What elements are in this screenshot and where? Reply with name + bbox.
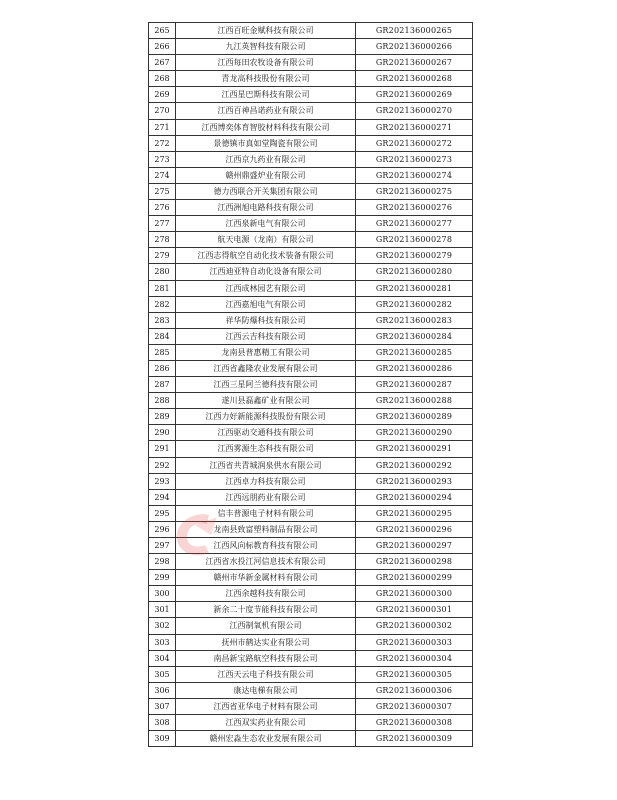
certificate-code: GR202136000301: [356, 602, 473, 618]
table-row: [149, 248, 473, 264]
row-number: 298: [149, 554, 176, 570]
row-number: 269: [149, 87, 176, 103]
row-number: 303: [149, 635, 176, 651]
table-row: [149, 232, 473, 248]
row-number: 278: [149, 232, 176, 248]
table-row: [149, 71, 473, 87]
table-row: [149, 184, 473, 200]
row-number: 280: [149, 264, 176, 280]
table-row: [149, 522, 473, 538]
certificate-code: GR202136000295: [356, 506, 473, 522]
company-name: 江西远朋药业有限公司: [176, 490, 356, 506]
table-row: [149, 651, 473, 667]
row-number: 295: [149, 506, 176, 522]
row-number: 302: [149, 618, 176, 634]
company-name: 江西百旺金赋科技有限公司: [176, 23, 356, 39]
certificate-code: GR202136000294: [356, 490, 473, 506]
row-number: 277: [149, 216, 176, 232]
table-row: [149, 200, 473, 216]
certificate-code: GR202136000277: [356, 216, 473, 232]
table-row: [149, 23, 473, 39]
row-number: 292: [149, 458, 176, 474]
company-name: 南昌新宝路航空科技有限公司: [176, 651, 356, 667]
company-name: 江西嘉旭电气有限公司: [176, 297, 356, 313]
company-name: 江西制氧机有限公司: [176, 618, 356, 634]
company-name: 江西省共青城润泉供水有限公司: [176, 458, 356, 474]
table-row: [149, 103, 473, 119]
company-name: 龙南县普惠精工有限公司: [176, 345, 356, 361]
company-name: 江西天云电子科技有限公司: [176, 667, 356, 683]
company-name: 江西每田农牧设备有限公司: [176, 55, 356, 71]
company-name: 江西雾源生态科技有限公司: [176, 441, 356, 457]
table-row: [149, 538, 473, 554]
row-number: 283: [149, 313, 176, 329]
row-number: 291: [149, 441, 176, 457]
company-name: 景德镇市真如堂陶瓷有限公司: [176, 136, 356, 152]
company-name: 航天电源（龙南）有限公司: [176, 232, 356, 248]
table-row: [149, 216, 473, 232]
company-name: 康达电梯有限公司: [176, 683, 356, 699]
row-number: 307: [149, 699, 176, 715]
row-number: 296: [149, 522, 176, 538]
company-name: 江西京九药业有限公司: [176, 152, 356, 168]
company-name: 江西卓力科技有限公司: [176, 474, 356, 490]
certificate-code: GR202136000309: [356, 731, 473, 747]
certificate-code: GR202136000303: [356, 635, 473, 651]
table-row: [149, 393, 473, 409]
certificate-code: GR202136000275: [356, 184, 473, 200]
certificate-code: GR202136000308: [356, 715, 473, 731]
certificate-code: GR202136000271: [356, 120, 473, 136]
company-name: 江西迪亚特自动化设备有限公司: [176, 264, 356, 280]
company-name: 江西泉新电气有限公司: [176, 216, 356, 232]
row-number: 274: [149, 168, 176, 184]
certificate-code: GR202136000287: [356, 377, 473, 393]
row-number: 293: [149, 474, 176, 490]
company-name: 江西省鑫隆农业发展有限公司: [176, 361, 356, 377]
certificate-code: GR202136000302: [356, 618, 473, 634]
row-number: 282: [149, 297, 176, 313]
company-name: 新余二十度节能科技有限公司: [176, 602, 356, 618]
row-number: 287: [149, 377, 176, 393]
certificate-code: GR202136000296: [356, 522, 473, 538]
certificate-code: GR202136000266: [356, 39, 473, 55]
table-row: [149, 329, 473, 345]
row-number: 309: [149, 731, 176, 747]
row-number: 290: [149, 425, 176, 441]
certificate-code: GR202136000270: [356, 103, 473, 119]
certificate-code: GR202136000267: [356, 55, 473, 71]
certificate-code: GR202136000291: [356, 441, 473, 457]
table-row: [149, 168, 473, 184]
table-row: [149, 345, 473, 361]
row-number: 265: [149, 23, 176, 39]
table-row: [149, 361, 473, 377]
company-name: 德力西联合开关集团有限公司: [176, 184, 356, 200]
row-number: 300: [149, 586, 176, 602]
table-row: [149, 699, 473, 715]
table-row: [149, 667, 473, 683]
company-name: 江西双实药业有限公司: [176, 715, 356, 731]
certificate-code: GR202136000292: [356, 458, 473, 474]
table-row: [149, 586, 473, 602]
company-name: 江西风向标教育科技有限公司: [176, 538, 356, 554]
table-row: [149, 313, 473, 329]
company-name: 信丰普源电子材料有限公司: [176, 506, 356, 522]
certificate-code: GR202136000279: [356, 248, 473, 264]
certificate-code: GR202136000298: [356, 554, 473, 570]
company-name: 遂川县磊鑫矿业有限公司: [176, 393, 356, 409]
company-name: 青龙高科技股份有限公司: [176, 71, 356, 87]
company-name: 江西洲旭电路科技有限公司: [176, 200, 356, 216]
row-number: 285: [149, 345, 176, 361]
company-name: 江西成林园艺有限公司: [176, 281, 356, 297]
table-row: [149, 120, 473, 136]
certificate-code: GR202136000300: [356, 586, 473, 602]
certificate-code: GR202136000285: [356, 345, 473, 361]
certificate-code: GR202136000274: [356, 168, 473, 184]
table-row: [149, 715, 473, 731]
table-row: [149, 602, 473, 618]
row-number: 270: [149, 103, 176, 119]
certificate-table: [148, 22, 473, 747]
row-number: 284: [149, 329, 176, 345]
table-row: [149, 635, 473, 651]
certificate-code: GR202136000297: [356, 538, 473, 554]
table-row: [149, 87, 473, 103]
company-name: 江西云吉科技有限公司: [176, 329, 356, 345]
company-name: 江西博奕体育智胶材料科技有限公司: [176, 120, 356, 136]
certificate-code: GR202136000265: [356, 23, 473, 39]
row-number: 289: [149, 409, 176, 425]
company-name: 赣州宏淼生态农业发展有限公司: [176, 731, 356, 747]
row-number: 276: [149, 200, 176, 216]
certificate-code: GR202136000305: [356, 667, 473, 683]
row-number: 308: [149, 715, 176, 731]
company-name: 江西驱动交通科技有限公司: [176, 425, 356, 441]
row-number: 272: [149, 136, 176, 152]
row-number: 306: [149, 683, 176, 699]
table-row: [149, 458, 473, 474]
company-name: 赣州鼎盛炉业有限公司: [176, 168, 356, 184]
table-row: [149, 136, 473, 152]
company-name: 龙南县致富塑料制品有限公司: [176, 522, 356, 538]
certificate-code: GR202136000306: [356, 683, 473, 699]
table-row: [149, 554, 473, 570]
certificate-code: GR202136000288: [356, 393, 473, 409]
certificate-code: GR202136000269: [356, 87, 473, 103]
row-number: 275: [149, 184, 176, 200]
row-number: 297: [149, 538, 176, 554]
row-number: 294: [149, 490, 176, 506]
table-row: [149, 570, 473, 586]
table-row: [149, 39, 473, 55]
certificate-code: GR202136000290: [356, 425, 473, 441]
certificate-code: GR202136000278: [356, 232, 473, 248]
table-row: [149, 425, 473, 441]
company-name: 抚州市鹤达实业有限公司: [176, 635, 356, 651]
row-number: 268: [149, 71, 176, 87]
company-name: 江西省亚华电子材料有限公司: [176, 699, 356, 715]
table-row: [149, 409, 473, 425]
certificate-code: GR202136000286: [356, 361, 473, 377]
company-name: 江西力好新能源科技股份有限公司: [176, 409, 356, 425]
row-number: 305: [149, 667, 176, 683]
certificate-code: GR202136000281: [356, 281, 473, 297]
row-number: 271: [149, 120, 176, 136]
row-number: 267: [149, 55, 176, 71]
row-number: 279: [149, 248, 176, 264]
company-name: 江西志得航空自动化技术装备有限公司: [176, 248, 356, 264]
table-row: [149, 297, 473, 313]
row-number: 299: [149, 570, 176, 586]
certificate-code: GR202136000268: [356, 71, 473, 87]
certificate-code: GR202136000273: [356, 152, 473, 168]
certificate-code: GR202136000304: [356, 651, 473, 667]
row-number: 281: [149, 281, 176, 297]
row-number: 266: [149, 39, 176, 55]
certificate-code: GR202136000284: [356, 329, 473, 345]
certificate-code: GR202136000272: [356, 136, 473, 152]
company-name: 江西三星阿兰德科技有限公司: [176, 377, 356, 393]
table-row: [149, 506, 473, 522]
company-name: 江西余越科技有限公司: [176, 586, 356, 602]
row-number: 286: [149, 361, 176, 377]
row-number: 273: [149, 152, 176, 168]
certificate-code: GR202136000276: [356, 200, 473, 216]
row-number: 301: [149, 602, 176, 618]
table-row: [149, 683, 473, 699]
certificate-code: GR202136000299: [356, 570, 473, 586]
table-row: [149, 441, 473, 457]
company-name: 江西百神昌诺药业有限公司: [176, 103, 356, 119]
table-row: [149, 618, 473, 634]
certificate-code: GR202136000283: [356, 313, 473, 329]
certificate-code: GR202136000307: [356, 699, 473, 715]
table-row: [149, 490, 473, 506]
certificate-code: GR202136000289: [356, 409, 473, 425]
certificate-code: GR202136000280: [356, 264, 473, 280]
table-row: [149, 377, 473, 393]
certificate-code: GR202136000293: [356, 474, 473, 490]
company-name: 江西星巴斯科技有限公司: [176, 87, 356, 103]
row-number: 288: [149, 393, 176, 409]
table-row: [149, 55, 473, 71]
table-row: [149, 281, 473, 297]
company-name: 赣州市华新金属材料有限公司: [176, 570, 356, 586]
table-row: [149, 264, 473, 280]
table-row: [149, 474, 473, 490]
row-number: 304: [149, 651, 176, 667]
table-row: [149, 731, 473, 747]
company-name: 九江英智科技有限公司: [176, 39, 356, 55]
company-name: 江西省水投江河信息技术有限公司: [176, 554, 356, 570]
certificate-code: GR202136000282: [356, 297, 473, 313]
table-row: [149, 152, 473, 168]
company-name: 祥华防爆科技有限公司: [176, 313, 356, 329]
